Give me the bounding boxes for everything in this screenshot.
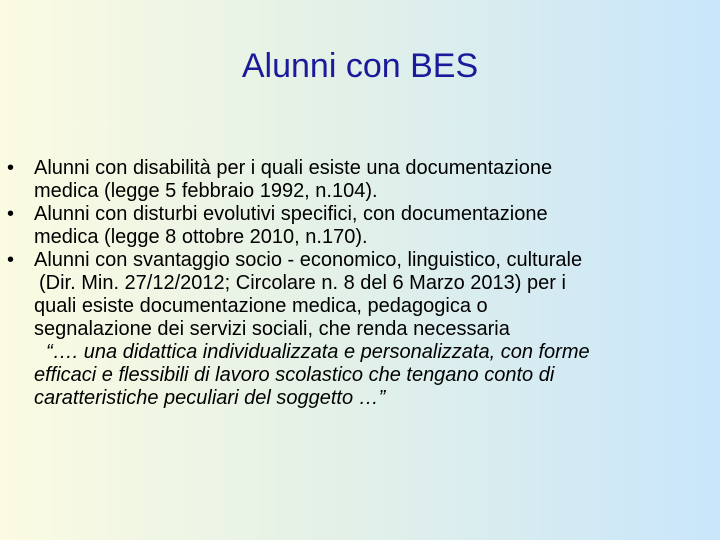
bullet-dot-icon: • — [7, 249, 15, 271]
bullet-3-line-3: quali esiste documentazione medica, pedagogica o — [34, 295, 488, 317]
bullet-item-dsa — [0, 203, 720, 249]
bullet-2-line-1: Alunni con disturbi evolutivi specifici, con documentazione — [34, 203, 548, 225]
bullet-1-line-1: Alunni con disabilità per i quali esiste una documentazione — [34, 157, 553, 179]
bullet-item-disabilita — [0, 157, 720, 203]
bullet-2-line-2: medica (legge 8 ottobre 2010, n.170). — [34, 226, 368, 248]
quote-line-1: “…. una didattica individualizzata e personalizzata, con forme — [46, 341, 590, 363]
bullet-3-line-2: (Dir. Min. 27/12/2012; Circolare n. 8 del 6 Marzo 2013) per i — [39, 272, 566, 294]
quote-line-2: efficaci e flessibili di lavoro scolastico che tengano conto di — [34, 364, 555, 386]
bullet-3-line-4: segnalazione dei servizi sociali, che renda necessaria — [34, 318, 510, 340]
bullet-dot-icon: • — [7, 157, 15, 179]
bullet-item-svantaggio — [0, 249, 720, 410]
bullet-dot-icon: • — [7, 203, 15, 225]
bullet-1-line-2: medica (legge 5 febbraio 1992, n.104). — [34, 180, 378, 202]
bullet-3-line-1: Alunni con svantaggio socio - economico, linguistico, culturale — [34, 249, 583, 271]
slide-title: Alunni con BES — [241, 47, 479, 85]
quote-line-3: caratteristiche peculiari del soggetto …” — [34, 387, 386, 409]
bullet-list — [0, 157, 720, 410]
